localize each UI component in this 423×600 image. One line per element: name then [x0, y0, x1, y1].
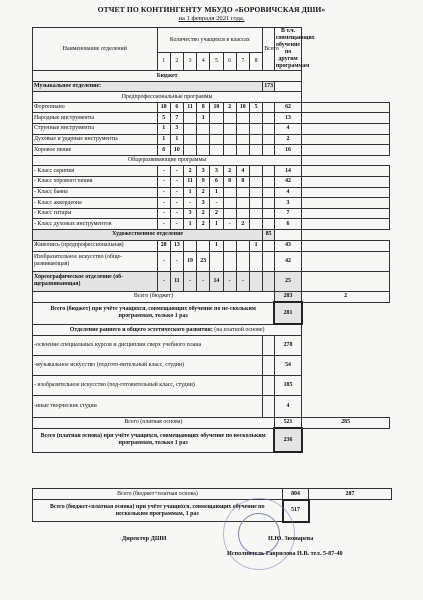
preprof-name: Фортепиано [33, 102, 158, 113]
preprof-grade-cell [223, 123, 236, 134]
preprof-grade-cell [210, 134, 223, 145]
blank-cell [263, 271, 275, 291]
preprof-name: Народные инструменты [33, 113, 158, 124]
preprof-grade-cell [236, 113, 249, 124]
header-name-col: Наименование отделений [33, 28, 158, 71]
table-row [33, 428, 390, 452]
paid-heading [33, 324, 302, 335]
art-grade-cell: 28 [157, 240, 170, 251]
general-grade-cell: 6 [210, 176, 223, 187]
art-grade-cell: 1 [210, 240, 223, 251]
general-grade-cell [223, 187, 236, 198]
preprof-grade-cell [223, 113, 236, 124]
blank-cell [302, 428, 390, 452]
general-grade-cell: - [170, 198, 183, 209]
art-grade-cell [223, 240, 236, 251]
art-grade-cell [183, 240, 196, 251]
general-grade-cell [223, 198, 236, 209]
art-row-name: Изобразительное искусство (обще-развивающая) [33, 251, 158, 271]
paid-row-name: -освоение специальных курсов и дисциплин сверх учебного плана [33, 335, 263, 355]
blank-cell [263, 335, 275, 355]
general-grade-cell [249, 166, 262, 177]
general-total: 3 [274, 198, 301, 209]
general-grade-cell: 2 [183, 166, 196, 177]
general-total: 14 [274, 166, 301, 177]
report-title: ОТЧЕТ ПО КОНТИНГЕНТУ МБУДО «БОРОВИЧСКАЯ ДШИ» [97, 5, 326, 14]
preprof-grade-cell [197, 145, 210, 156]
blank-cell [302, 302, 390, 324]
table-row [33, 71, 390, 82]
general-grade-cell: - [170, 187, 183, 198]
dance-grade-cell: 14 [210, 271, 223, 291]
general-name: - Класс скрипки [33, 166, 158, 177]
general-grade-cell: 11 [183, 176, 196, 187]
general-grade-cell: - [170, 176, 183, 187]
preprof-grade-cell: 6 [157, 145, 170, 156]
blank-cell [274, 81, 301, 92]
preprof-grade-cell [223, 134, 236, 145]
general-grade-cell: 3 [197, 166, 210, 177]
dance-grade-cell [249, 271, 262, 291]
art-grade-cell: - [157, 251, 170, 271]
dance-grade-cell: - [197, 271, 210, 291]
blank-cell [302, 145, 390, 156]
blank-cell [302, 219, 390, 230]
preprof-total: 4 [274, 123, 301, 134]
overall-unique-total: 517 [283, 500, 309, 522]
table-row [33, 208, 390, 219]
preprof-grade-cell [197, 123, 210, 134]
dance-grade-cell: - [183, 271, 196, 291]
paid-heading-bold: Отделение раннего и общего эстетического развития: [69, 326, 215, 333]
preprof-grade-cell: 11 [183, 102, 196, 113]
art-grade-cell [249, 251, 262, 271]
official-stamp-inner [238, 513, 280, 555]
table-row [33, 271, 390, 291]
general-grade-cell: - [157, 176, 170, 187]
general-grade-cell: 2 [197, 187, 210, 198]
general-grade-cell: 3 [210, 166, 223, 177]
preprof-grade-cell [183, 113, 196, 124]
general-grade-cell: - [157, 187, 170, 198]
blank-cell [274, 229, 301, 240]
table-row [33, 229, 390, 240]
blank-cell [263, 208, 275, 219]
report-date: на 1 февраля 2021 года. [178, 15, 245, 22]
art-grade-cell: 23 [197, 251, 210, 271]
dance-grade-cell: 11 [170, 271, 183, 291]
general-grade-cell: 2 [210, 208, 223, 219]
general-grade-cell [223, 208, 236, 219]
table-row [33, 240, 390, 251]
preprof-grade-cell [236, 123, 249, 134]
blank-cell [302, 375, 390, 395]
general-grade-cell [236, 187, 249, 198]
preprof-grade-cell [210, 145, 223, 156]
general-grade-cell: 1 [183, 187, 196, 198]
general-grade-cell: 9 [197, 176, 210, 187]
blank-cell [302, 134, 390, 145]
blank-cell [302, 355, 390, 375]
general-grade-cell [249, 198, 262, 209]
preprof-grade-cell [223, 145, 236, 156]
preprof-name: Струнные инструменты [33, 123, 158, 134]
blank-cell [302, 271, 390, 291]
general-heading: Общеразвивающие программы [33, 155, 302, 166]
preprof-total: 2 [274, 134, 301, 145]
table-row [33, 134, 390, 145]
table-row [33, 92, 390, 103]
blank-cell [263, 123, 275, 134]
paid-row-total: 185 [274, 375, 301, 395]
table-row [33, 81, 390, 92]
dance-dept-label: Хореографическое отделение (об-щеразвивающая) [33, 271, 158, 291]
music-dept-total: 173 [263, 81, 275, 92]
budget-sum-total: 283 [274, 291, 301, 302]
table-row [33, 198, 390, 209]
art-row-total: 42 [274, 251, 301, 271]
overall-table [32, 488, 392, 523]
paid-row-total: 54 [274, 355, 301, 375]
blank-cell [302, 251, 390, 271]
overall-sum-total: 804 [283, 489, 309, 500]
art-grade-cell [210, 251, 223, 271]
general-grade-cell [249, 187, 262, 198]
header-count-label: Количество учащихся в классах [157, 28, 263, 53]
blank-cell [302, 208, 390, 219]
general-name: - Класс гитары [33, 208, 158, 219]
header-grade-4: 4 [197, 53, 210, 71]
art-row-name: Живопись (предпрофессиональная) [33, 240, 158, 251]
blank-cell [263, 355, 275, 375]
table-row [33, 302, 390, 324]
overall-sum-label: Всего (бюджет+платная основа) [33, 489, 283, 500]
general-grade-cell: 1 [183, 219, 196, 230]
paid-sum-label: Всего (платная основа) [33, 417, 275, 428]
dance-dept-total: 25 [274, 271, 301, 291]
header-grade-2: 2 [170, 53, 183, 71]
blank-cell [309, 500, 392, 522]
general-total: 6 [274, 219, 301, 230]
budget-unique-label: Всего (бюджет) при учёте учащихся, совмещающих обучение по не-скольким программам, только 1 раз [33, 302, 275, 324]
preprof-grade-cell [210, 113, 223, 124]
art-grade-cell [197, 240, 210, 251]
director-name: Н.Ю. Звонарева [268, 535, 314, 542]
preprof-grade-cell [183, 123, 196, 134]
blank-cell [263, 198, 275, 209]
preprof-total: 16 [274, 145, 301, 156]
table-row [33, 489, 392, 500]
table-row [33, 155, 390, 166]
preprof-grade-cell: 3 [170, 123, 183, 134]
blank-cell [263, 176, 275, 187]
table-row [33, 145, 390, 156]
table-row [33, 395, 390, 417]
general-grade-cell: 1 [210, 187, 223, 198]
paid-sum-total: 521 [274, 417, 301, 428]
general-grade-cell: - [183, 198, 196, 209]
blank-cell [302, 335, 390, 355]
preprof-grade-cell: 5 [249, 102, 262, 113]
paid-row-name: -музыкальное искусство (подгото-вительный класс, студии) [33, 355, 263, 375]
section-budget: Бюджет [33, 71, 302, 82]
general-total: 7 [274, 208, 301, 219]
art-grade-cell: 19 [183, 251, 196, 271]
executor-info: Исполнитель Гаврилова Н.В. тел. 5-87-40 [227, 550, 343, 557]
general-name: - Класс баяна [33, 187, 158, 198]
blank-cell [302, 395, 390, 417]
table-row [33, 375, 390, 395]
preprof-grade-cell: 7 [170, 113, 183, 124]
blank-cell [302, 240, 390, 251]
general-grade-cell: 8 [223, 176, 236, 187]
overall-sum-combined: 287 [309, 489, 392, 500]
preprof-grade-cell: 1 [157, 134, 170, 145]
header-grade-5: 5 [210, 53, 223, 71]
general-grade-cell: - [170, 219, 183, 230]
preprof-grade-cell: 5 [157, 113, 170, 124]
general-grade-cell: - [157, 198, 170, 209]
blank-cell [302, 166, 390, 177]
preprof-name: Духовые и ударные инструменты [33, 134, 158, 145]
art-row-total: 43 [274, 240, 301, 251]
dance-grade-cell: - [223, 271, 236, 291]
general-grade-cell: 1 [210, 219, 223, 230]
preprof-grade-cell [210, 123, 223, 134]
preprof-grade-cell [236, 145, 249, 156]
table-row [33, 123, 390, 134]
general-grade-cell: 3 [197, 198, 210, 209]
table-row [33, 187, 390, 198]
header-grade-1: 1 [157, 53, 170, 71]
general-grade-cell: - [170, 208, 183, 219]
preprof-heading: Предпрофессиональные программы [33, 92, 302, 103]
budget-unique-total: 281 [274, 302, 301, 324]
preprof-total: 13 [274, 113, 301, 124]
paid-row-total: 4 [274, 395, 301, 417]
preprof-grade-cell [197, 134, 210, 145]
blank-cell [263, 375, 275, 395]
art-grade-cell: 1 [249, 240, 262, 251]
table-row [33, 324, 390, 335]
header-grade-7: 7 [236, 53, 249, 71]
art-grade-cell: 13 [170, 240, 183, 251]
general-total: 42 [274, 176, 301, 187]
general-grade-cell: - [170, 166, 183, 177]
table-row [33, 251, 390, 271]
general-name: - Класс хорового пения [33, 176, 158, 187]
preprof-grade-cell: 10 [210, 102, 223, 113]
preprof-grade-cell: 10 [236, 102, 249, 113]
blank-cell [302, 102, 390, 113]
preprof-grade-cell: 6 [170, 102, 183, 113]
preprof-grade-cell [249, 145, 262, 156]
preprof-grade-cell [249, 113, 262, 124]
blank-cell [263, 187, 275, 198]
preprof-grade-cell [236, 134, 249, 145]
blank-cell [263, 240, 275, 251]
table-row [33, 335, 390, 355]
blank-cell [302, 187, 390, 198]
general-grade-cell: - [157, 219, 170, 230]
general-grade-cell: 8 [236, 176, 249, 187]
blank-cell [263, 166, 275, 177]
preprof-grade-cell: 1 [157, 123, 170, 134]
preprof-grade-cell: 10 [170, 145, 183, 156]
preprof-grade-cell [249, 123, 262, 134]
general-grade-cell: 2 [197, 219, 210, 230]
general-grade-cell: - [157, 166, 170, 177]
dance-grade-cell: - [236, 271, 249, 291]
music-dept-label: Музыкальное отделение: [33, 81, 263, 92]
preprof-grade-cell: 1 [197, 113, 210, 124]
preprof-grade-cell [183, 134, 196, 145]
paid-row-name: - изобразительное искусство (под-готовительный класс, студии) [33, 375, 263, 395]
paid-row-name: -иные творческие студии [33, 395, 263, 417]
paid-unique-label: Всего (платная основа) при учёте учащихся, совмещающих обучение по нескольким программам, только 1 раз [33, 428, 275, 452]
art-dept-label: Художественное отделение [33, 229, 263, 240]
general-grade-cell: 2 [197, 208, 210, 219]
art-grade-cell [236, 240, 249, 251]
budget-sum-label: Всего (бюджет) [33, 291, 275, 302]
general-grade-cell: 2 [223, 166, 236, 177]
paid-sum-combined: 285 [302, 417, 390, 428]
table-row [33, 176, 390, 187]
blank-cell [263, 102, 275, 113]
preprof-total: 62 [274, 102, 301, 113]
table-row [33, 102, 390, 113]
blank-cell [263, 219, 275, 230]
header-total: Всего [263, 28, 275, 71]
table-row [33, 219, 390, 230]
blank-cell [263, 134, 275, 145]
general-name: - Класс аккордеона [33, 198, 158, 209]
header-combined: В т.ч. совмещающих обучение по другим программам [275, 28, 315, 69]
paid-unique-total: 236 [274, 428, 301, 452]
blank-cell [263, 145, 275, 156]
general-grade-cell: - [223, 219, 236, 230]
table-row [33, 417, 390, 428]
blank-cell [263, 251, 275, 271]
general-grade-cell [249, 176, 262, 187]
table-row [33, 166, 390, 177]
contingent-table [32, 27, 390, 453]
preprof-grade-cell: 2 [223, 102, 236, 113]
general-grade-cell: 4 [236, 166, 249, 177]
director-label: Директор ДШИ [122, 535, 167, 542]
paid-heading-note: (на платной основе) [214, 326, 265, 333]
blank-cell [263, 113, 275, 124]
table-row [33, 500, 392, 522]
dance-grade-cell: - [157, 271, 170, 291]
table-row [33, 355, 390, 375]
general-grade-cell [249, 219, 262, 230]
preprof-grade-cell [249, 134, 262, 145]
general-grade-cell: 2 [236, 219, 249, 230]
general-grade-cell: - [210, 198, 223, 209]
general-grade-cell [236, 208, 249, 219]
blank-cell [302, 176, 390, 187]
paid-row-total: 278 [274, 335, 301, 355]
budget-sum-combined: 2 [302, 291, 390, 302]
table-row [33, 291, 390, 302]
header-grade-3: 3 [183, 53, 196, 71]
table-row [33, 28, 390, 53]
art-dept-total: 85 [263, 229, 275, 240]
preprof-name: Хоровое пение [33, 145, 158, 156]
blank-cell [302, 123, 390, 134]
header-grade-8: 8 [249, 53, 262, 71]
preprof-grade-cell [183, 145, 196, 156]
general-grade-cell: 3 [183, 208, 196, 219]
table-row [33, 113, 390, 124]
preprof-grade-cell: 10 [157, 102, 170, 113]
general-grade-cell [236, 198, 249, 209]
art-grade-cell: - [170, 251, 183, 271]
header-grade-6: 6 [223, 53, 236, 71]
preprof-grade-cell: 1 [170, 134, 183, 145]
general-name: - Класс духовых инструментов [33, 219, 158, 230]
blank-cell [263, 395, 275, 417]
art-grade-cell [236, 251, 249, 271]
general-grade-cell: - [157, 208, 170, 219]
blank-cell [302, 113, 390, 124]
preprof-grade-cell: 8 [197, 102, 210, 113]
blank-cell [302, 198, 390, 209]
art-grade-cell [223, 251, 236, 271]
general-grade-cell [249, 208, 262, 219]
general-total: 4 [274, 187, 301, 198]
overall-unique-label: Всего (бюджет+платная основа) при учёте учащихся, совмещающих обучение по нескольким программам, 1 раз [33, 500, 283, 522]
